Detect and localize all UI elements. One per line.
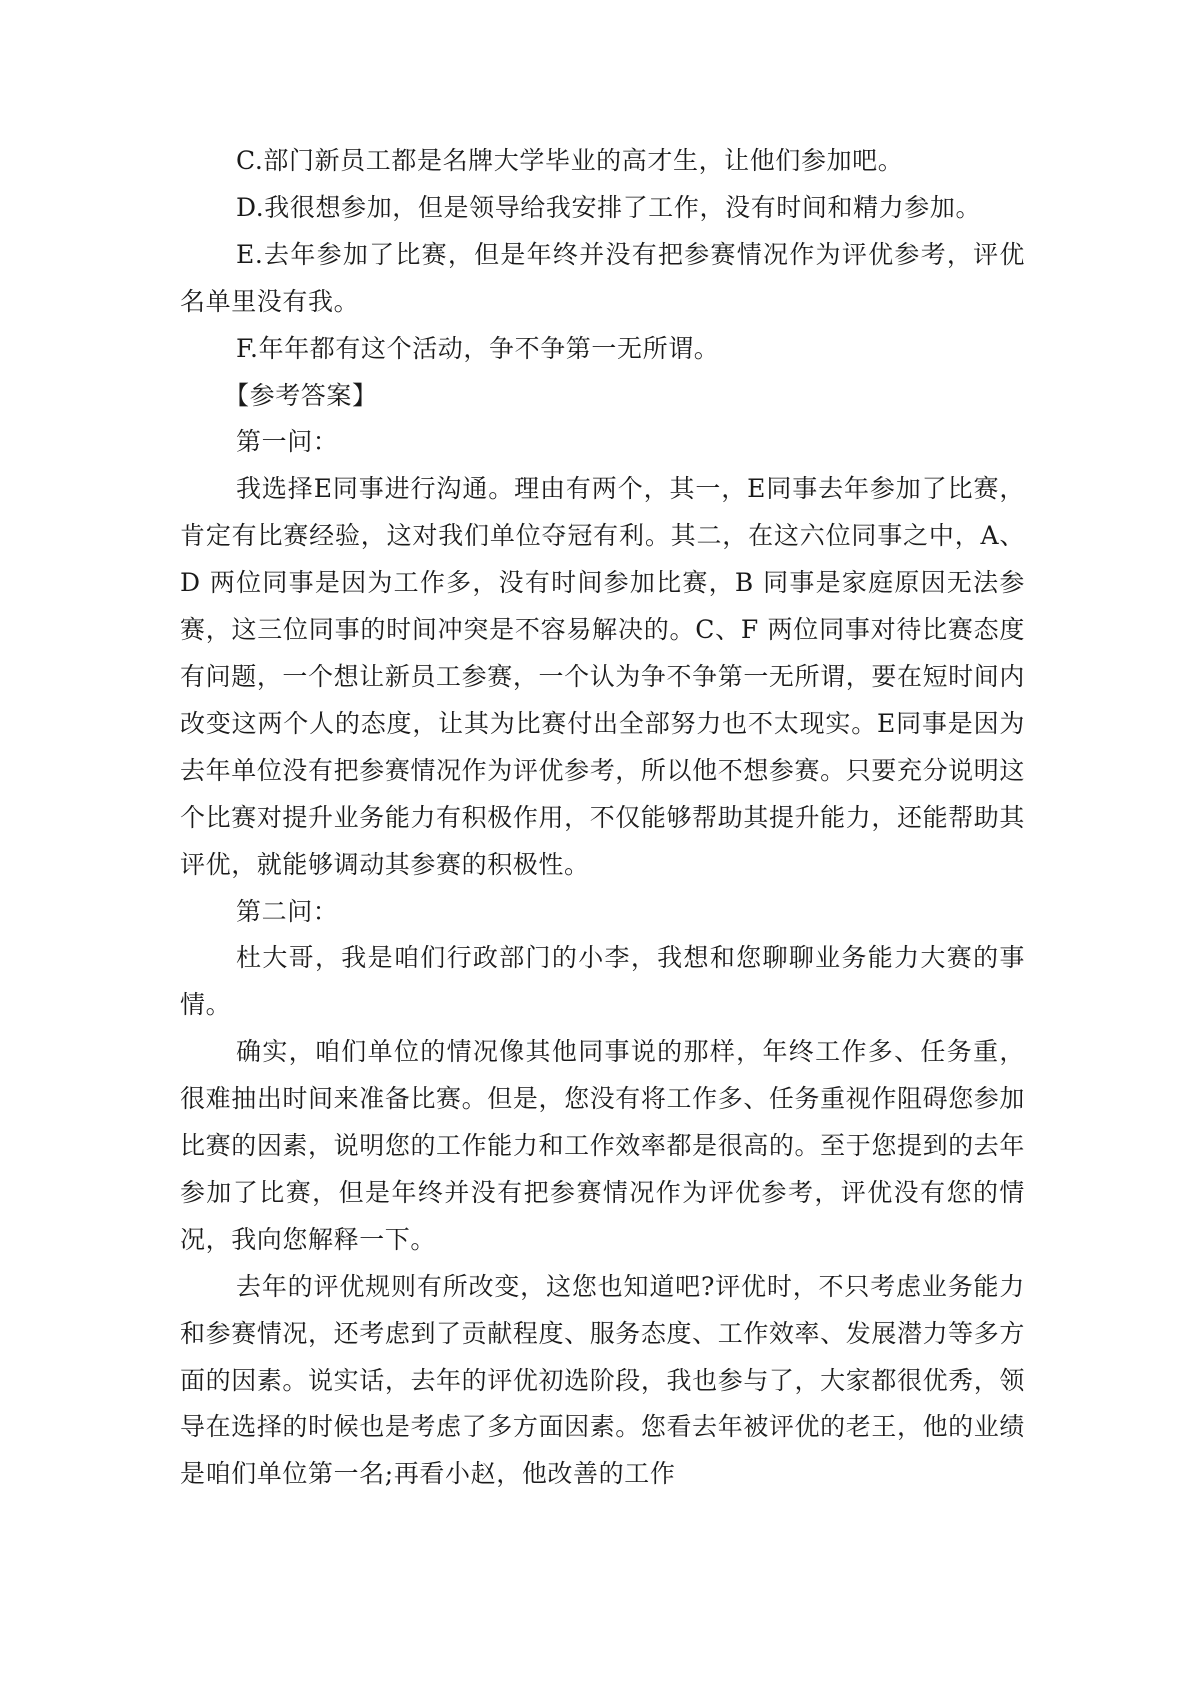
- reference-answer-heading: 【参考答案】: [224, 380, 378, 410]
- question-one-answer: 我选择E同事进行沟通。理由有两个，其一，E同事去年参加了比赛，肯定有比赛经验，这对我们单位夺冠有利。其二，在这六位同事之中，A、D 两位同事是因为工作多，没有时间参加比赛，B 同事是家庭原因无法参赛，这三位同事的时间冲突是不容易解决的。C、F 两位同事对待比赛态度有问题，一个想让新员工参赛，一个认为争不争第一无所谓，要在短时间内改变这两个人的态度，让其为比赛付出全部努力也不太现实。E同事是因为去年单位没有把参赛情况作为评优参考，所以他不想参赛。只要充分说明这个比赛对提升业务能力有积极作用，不仅能够帮助其提升能力，还能帮助其评优，就能够调动其参赛的积极性。: [180, 474, 1025, 879]
- question-two-paragraph-1: 杜大哥，我是咱们行政部门的小李，我想和您聊聊业务能力大赛的事情。: [180, 943, 1025, 1020]
- question-two-paragraph-3: 去年的评优规则有所改变，这您也知道吧?评优时，不只考虑业务能力和参赛情况，还考虑到了贡献程度、服务态度、工作效率、发展潜力等多方面的因素。说实话，去年的评优初选阶段，我也参与了，大家都很优秀，领导在选择的时候也是考虑了多方面因素。您看去年被评优的老王，他的业绩是咱们单位第一名;再看小赵，他改善的工作: [180, 1271, 1025, 1489]
- option-c: C.部门新员工都是名牌大学毕业的高才生，让他们参加吧。: [236, 146, 904, 175]
- option-e: E.去年参加了比赛，但是年终并没有把参赛情况作为评优参考，评优名单里没有我。: [180, 239, 1025, 316]
- question-two-paragraph-2: 确实，咱们单位的情况像其他同事说的那样，年终工作多、任务重，很难抽出时间来准备比赛。但是，您没有将工作多、任务重视作阻碍您参加比赛的因素，说明您的工作能力和工作效率都是很高的。至于您提到的去年参加了比赛，但是年终并没有把参赛情况作为评优参考，评优没有您的情况，我向您解释一下。: [180, 1037, 1025, 1254]
- option-f: F.年年都有这个活动，争不争第一无所谓。: [236, 333, 720, 363]
- question-one-heading: 第一问：: [236, 427, 339, 457]
- question-two-heading: 第二问：: [236, 896, 339, 926]
- option-d: D.我很想参加，但是领导给我安排了工作，没有时间和精力参加。: [236, 192, 982, 222]
- document-body: [180, 138, 1025, 1498]
